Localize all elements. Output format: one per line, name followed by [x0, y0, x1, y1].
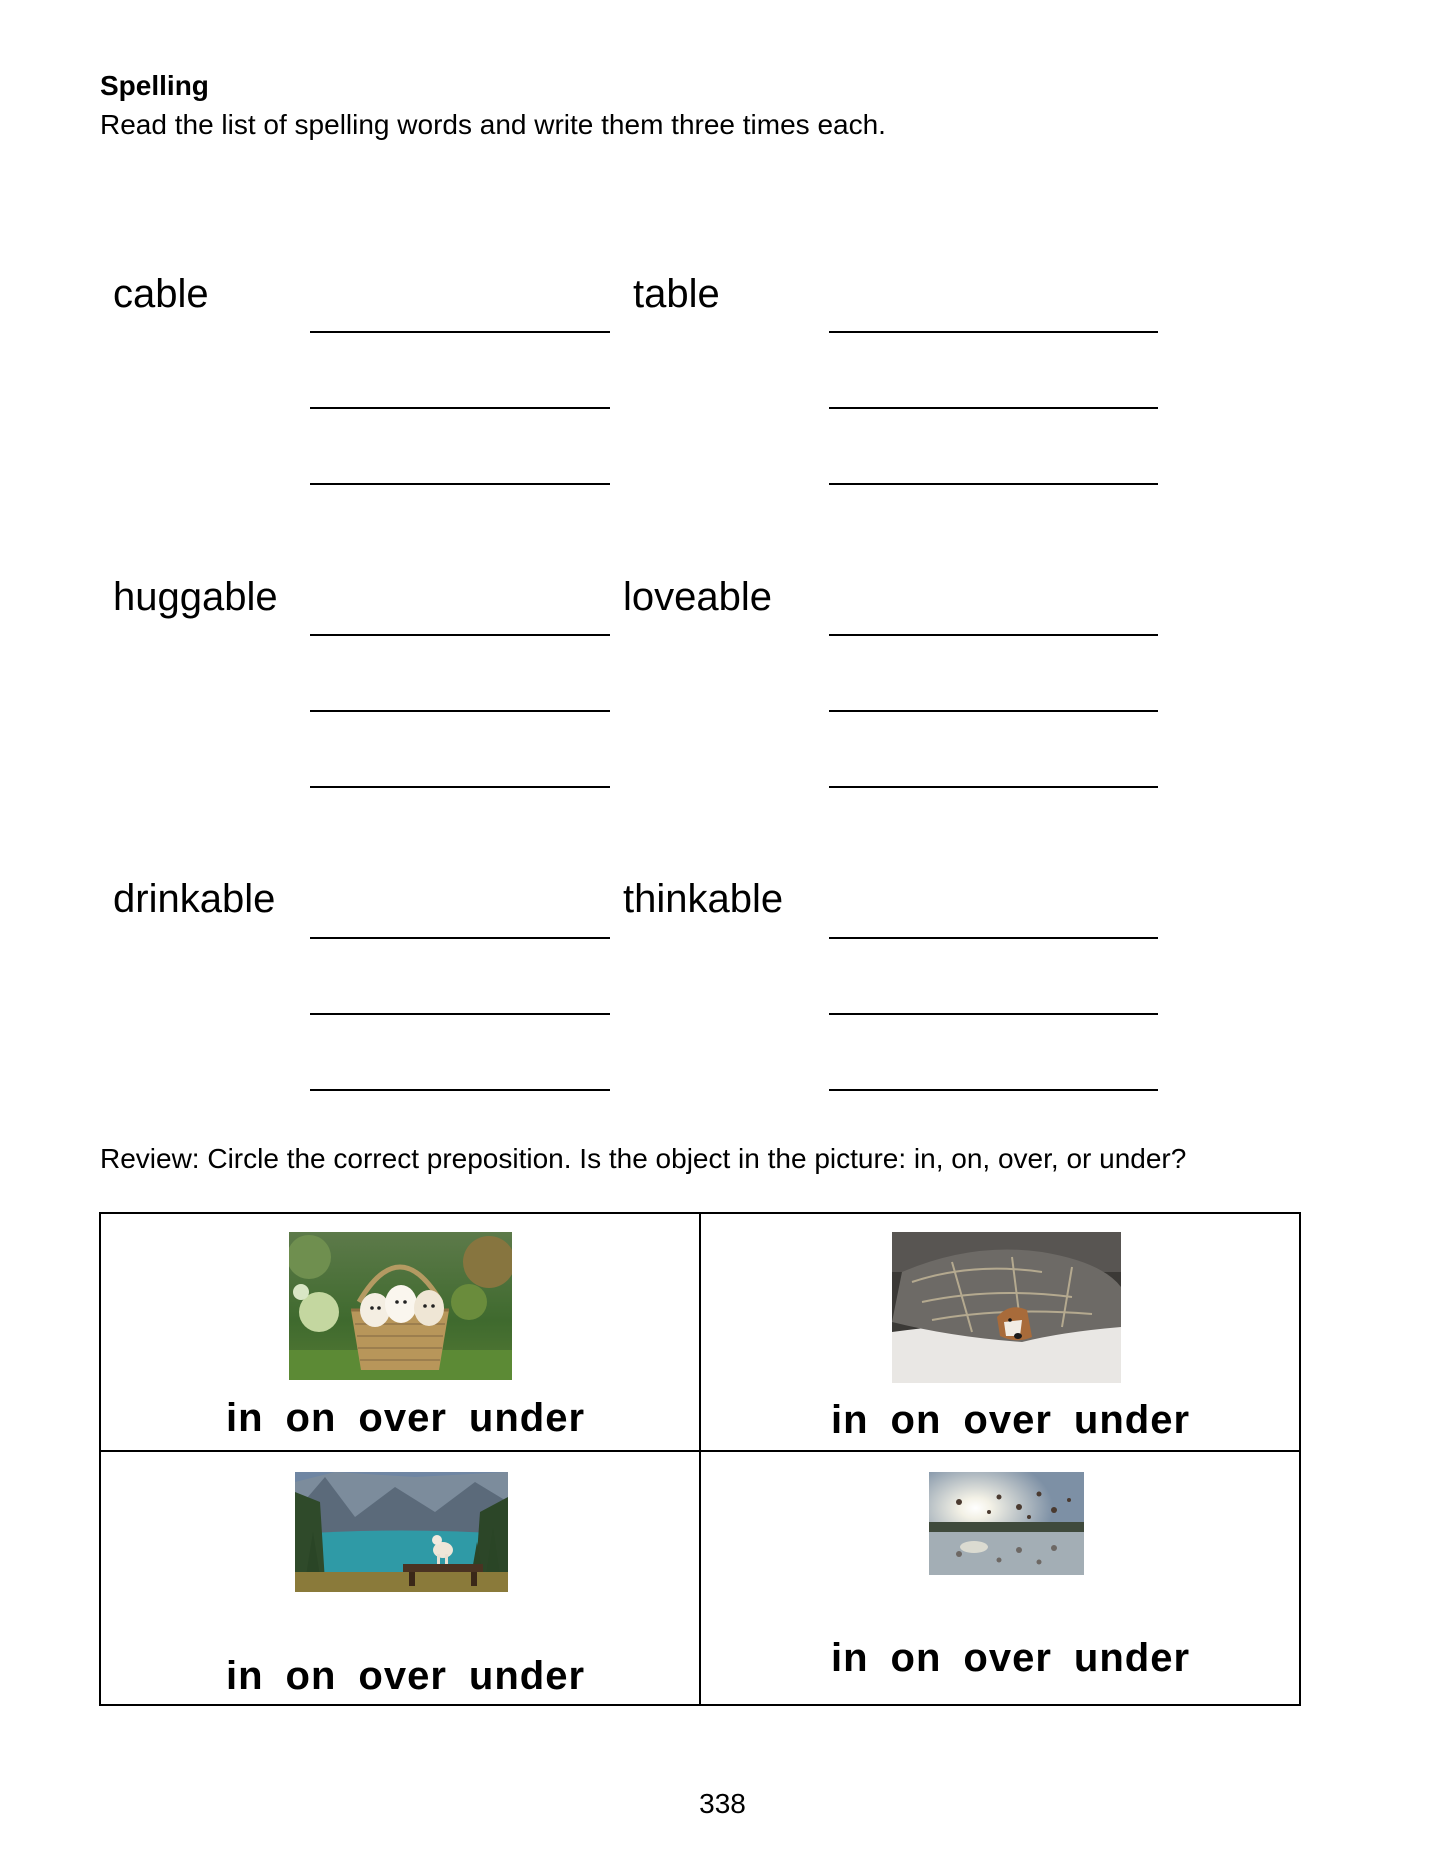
writing-line[interactable] — [829, 710, 1158, 712]
spelling-word-loveable: loveable — [623, 575, 773, 619]
writing-line[interactable] — [310, 710, 610, 712]
writing-line[interactable] — [310, 937, 610, 939]
writing-line[interactable] — [829, 1013, 1158, 1015]
choice-over[interactable]: over — [963, 1636, 1052, 1680]
section-title: Spelling — [100, 70, 209, 101]
choice-on[interactable]: on — [890, 1398, 942, 1442]
instructions: Read the list of spelling words and write them three times each. — [100, 109, 886, 140]
spelling-word-cable: cable — [113, 272, 209, 316]
writing-line[interactable] — [310, 407, 610, 409]
choice-under[interactable]: under — [1073, 1398, 1191, 1442]
dog-blanket-image — [892, 1232, 1121, 1383]
writing-line[interactable] — [829, 407, 1158, 409]
writing-line[interactable] — [829, 1089, 1158, 1091]
choice-on[interactable]: on — [285, 1654, 337, 1698]
writing-line[interactable] — [310, 1089, 610, 1091]
choice-under[interactable]: under — [468, 1654, 586, 1698]
choice-under[interactable]: under — [1073, 1636, 1191, 1680]
spelling-word-thinkable: thinkable — [623, 877, 784, 921]
writing-line[interactable] — [829, 483, 1158, 485]
choice-over[interactable]: over — [358, 1654, 447, 1698]
choice-in[interactable]: in — [226, 1654, 264, 1698]
writing-line[interactable] — [310, 331, 610, 333]
writing-line[interactable] — [310, 1013, 610, 1015]
preposition-choices — [831, 1398, 1190, 1443]
choice-over[interactable]: over — [963, 1398, 1052, 1442]
writing-line[interactable] — [829, 634, 1158, 636]
spelling-word-huggable: huggable — [113, 575, 278, 619]
choice-in[interactable]: in — [226, 1396, 264, 1440]
writing-line[interactable] — [310, 483, 610, 485]
choice-over[interactable]: over — [358, 1396, 447, 1440]
choice-on[interactable]: on — [890, 1636, 942, 1680]
choice-on[interactable]: on — [285, 1396, 337, 1440]
table-divider — [699, 1212, 701, 1706]
balloons-lake-image — [929, 1472, 1084, 1575]
spelling-word-drinkable: drinkable — [113, 877, 276, 921]
writing-line[interactable] — [829, 331, 1158, 333]
writing-line[interactable] — [829, 937, 1158, 939]
writing-line[interactable] — [310, 634, 610, 636]
choice-in[interactable]: in — [831, 1398, 869, 1442]
dog-bench-lake-image — [295, 1472, 508, 1592]
puppies-basket-image — [289, 1232, 512, 1380]
review-instructions: Review: Circle the correct preposition. Is the object in the picture: in, on, over, or under? — [100, 1143, 1187, 1174]
choice-under[interactable]: under — [468, 1396, 586, 1440]
writing-line[interactable] — [310, 786, 610, 788]
preposition-choices — [831, 1636, 1190, 1681]
choice-in[interactable]: in — [831, 1636, 869, 1680]
preposition-choices — [226, 1654, 585, 1699]
preposition-choices — [226, 1396, 585, 1441]
writing-line[interactable] — [829, 786, 1158, 788]
page-number: 338 — [699, 1788, 746, 1819]
table-divider — [99, 1450, 1301, 1452]
spelling-word-table: table — [633, 272, 720, 316]
